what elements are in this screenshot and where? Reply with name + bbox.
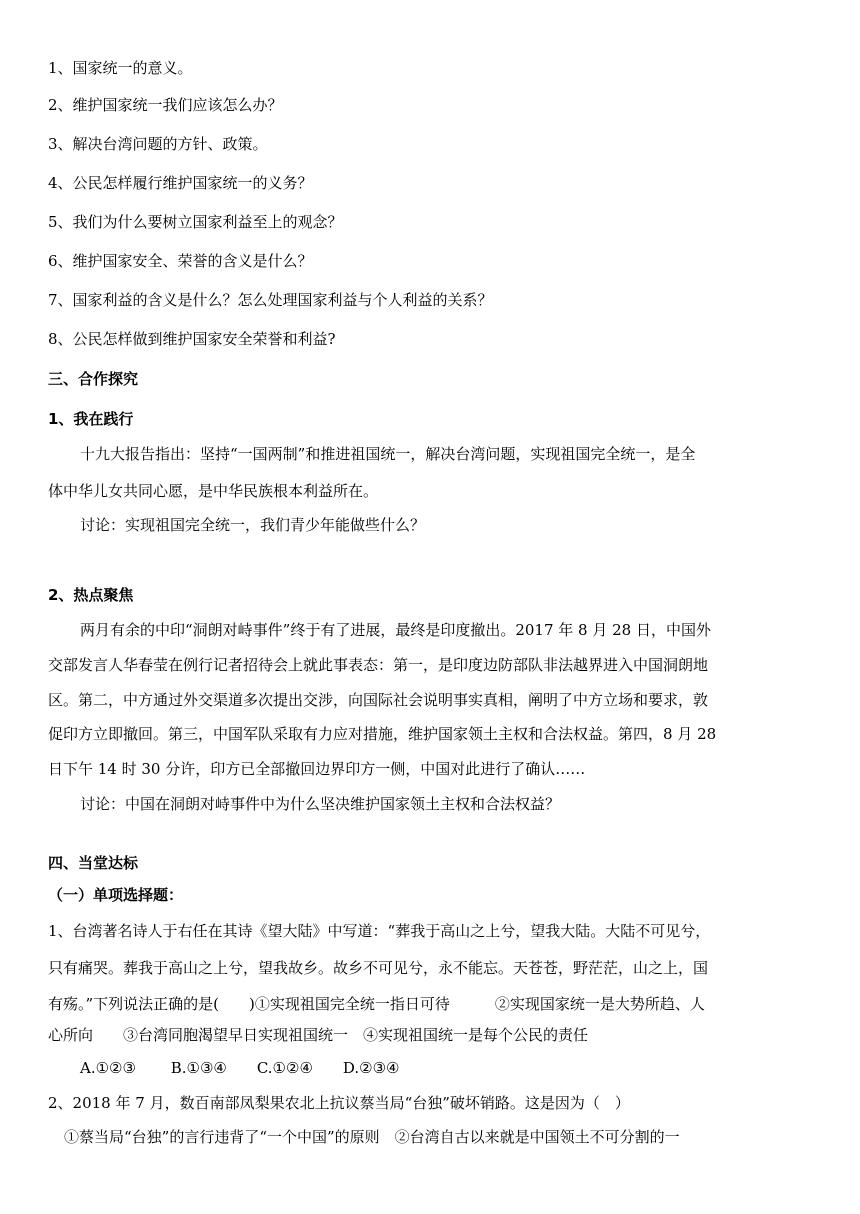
question-1-options: A.①②③ B.①③④ C.①②④ D.②③④ — [80, 1059, 400, 1077]
review-question-8: 8、公民怎样做到维护国家安全荣誉和利益? — [48, 330, 336, 348]
discussion-prompt: 讨论：中国在洞朗对峙事件中为什么坚决维护国家领土主权和合法权益？ — [80, 795, 561, 813]
question-1-line: 心所向 ③台湾同胞渴望早日实现祖国统一 ④实现祖国统一是每个公民的责任 — [48, 1026, 589, 1044]
paragraph-line: 日下午 14 时 30 分许，印方已全部撤回边界印方一侧，中国对此进行了确认…… — [48, 760, 586, 778]
section-heading-cooperative-inquiry: 三、合作探究 — [48, 370, 139, 388]
question-1-line: 只有痛哭。葬我于高山之上兮，望我故乡。故乡不可见兮，永不能忘。天苍苍，野茫茫，山之上，国 — [48, 959, 709, 977]
review-question-3: 3、解决台湾问题的方针、政策。 — [48, 135, 268, 153]
discussion-prompt: 讨论：实现祖国完全统一，我们青少年能做些什么？ — [80, 516, 426, 534]
review-question-2: 2、维护国家统一我们应该怎么办？ — [48, 96, 283, 114]
paragraph-line: 两月有余的中印“洞朗对峙事件”终于有了进展，最终是印度撤出。2017 年 8 月 28 日，中国外 — [80, 621, 711, 639]
review-question-4: 4、公民怎样履行维护国家统一的义务？ — [48, 174, 313, 192]
subheading-single-choice: （一）单项选择题： — [48, 886, 184, 904]
section-heading-classroom-check: 四、当堂达标 — [48, 854, 139, 872]
part-title-hot-topics: 2、热点聚焦 — [48, 586, 134, 604]
review-question-7: 7、国家利益的含义是什么？怎么处理国家利益与个人利益的关系？ — [48, 291, 493, 309]
paragraph-line: 十九大报告指出：坚持“一国两制”和推进祖国统一，解决台湾问题，实现祖国完全统一，是全 — [80, 445, 696, 463]
question-2-stem: 2、2018 年 7 月，数百南部凤梨果农北上抗议蔡当局“台独”破坏销路。这是因为（ ） — [48, 1094, 630, 1112]
question-2-continuation: ①蔡当局“台独”的言行违背了“一个中国”的原则 ②台湾自古以来就是中国领土不可分割的一 — [64, 1128, 680, 1146]
paragraph-line: 交部发言人华春莹在例行记者招待会上就此事表态：第一，是印度边防部队非法越界进入中国洞朗地 — [48, 656, 709, 674]
paragraph-line: 体中华儿女共同心愿，是中华民族根本利益所在。 — [48, 482, 379, 500]
review-question-1: 1、国家统一的意义。 — [48, 59, 193, 77]
question-1-line: 1、台湾著名诗人于右任在其诗《望大陆》中写道：“葬我于高山之上兮，望我大陆。大陆不可见兮， — [48, 922, 711, 940]
review-question-5: 5、我们为什么要树立国家利益至上的观念？ — [48, 213, 343, 231]
paragraph-line: 区。第二，中方通过外交渠道多次提出交涉，向国际社会说明事实真相，阐明了中方立场和要求，敦 — [48, 691, 709, 709]
part-title-practice: 1、我在践行 — [48, 410, 134, 428]
review-question-6: 6、维护国家安全、荣誉的含义是什么？ — [48, 252, 313, 270]
paragraph-line: 促印方立即撤回。第三，中国军队采取有力应对措施，维护国家领土主权和合法权益。第四，8 月 28 — [48, 725, 717, 743]
question-1-line: 有殇。”下列说法正确的是( )①实现祖国完全统一指日可待 ②实现国家统一是大势所趋、人 — [48, 995, 705, 1013]
